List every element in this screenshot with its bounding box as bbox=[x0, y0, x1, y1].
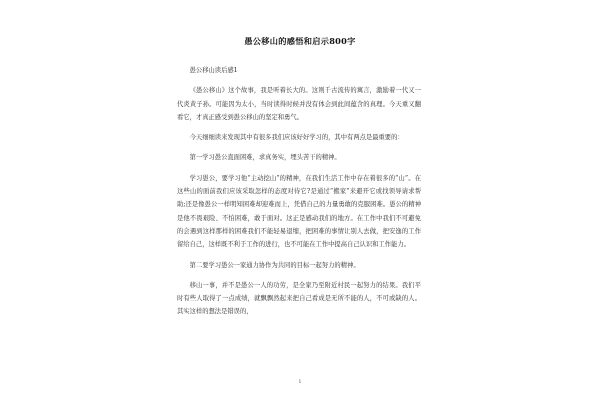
document-body bbox=[177, 64, 421, 319]
paragraph-gap bbox=[177, 165, 421, 172]
paragraph-gap bbox=[177, 144, 421, 151]
paragraph: 第一学习愚公直面困难，求真务实，埋头苦干的精神。 bbox=[189, 154, 341, 162]
document-title: 愚公移山的感悟和启示800字 bbox=[244, 36, 356, 46]
document-subtitle: 愚公移山读后感1 bbox=[189, 67, 238, 74]
paragraph-gap bbox=[177, 77, 421, 84]
paragraph: 移山一事，并不是愚公一人的功劳，是全家乃至附近村民一起努力的结果。我们平时有些人取得了一点成绩，就飘飘然起来把自己看成是无所不能的人，不可或缺的人。其实这样的想法是错误的， bbox=[177, 281, 421, 316]
paragraph: 今天细细读来发现其中有很多我们应该好好学习的，其中有两点是最重要的： bbox=[189, 134, 404, 142]
paragraph-gap bbox=[177, 252, 421, 259]
paragraph-gap bbox=[177, 124, 421, 131]
paragraph-gap bbox=[177, 272, 421, 279]
paragraph: 第二要学习愚公一家通力协作为共同的目标一起努力的精神。 bbox=[189, 261, 360, 269]
page-number: 1 bbox=[298, 379, 302, 385]
paragraph: 《愚公移山》这个故事，我是听着长大的。这则千古流传的寓言，激励着一代又一代炎黄子孙。可能因为太小，当时读得时候并没有体会到此间蕴含的真理。今天重又翻看它，才真正感受到愚公移山的坚定和勇气。 bbox=[177, 87, 421, 121]
paragraph: 学习愚公，要学习他“主动挖山”的精神，在我们生活工作中存在着很多的“山”。在这些山的面前我们应该采取怎样的态度对待它?是通过“搬家”来避开它或找领导请求帮助;还是像愚公一样明知困难却迎难而上，凭借自己的力量勇敢的克服困难。愚公的精神是他不畏艰险、不怕困难，敢于面对。这正是感动我们的地方。在工作中我们不可避免的会遇到这样那样的困难我们不能轻易退缩，把困难的事情让别人去做，把安逸的工作留给自己，这样既不利于工作的进行，也不可能在工作中提高自己认识和工作能力。 bbox=[177, 174, 421, 249]
